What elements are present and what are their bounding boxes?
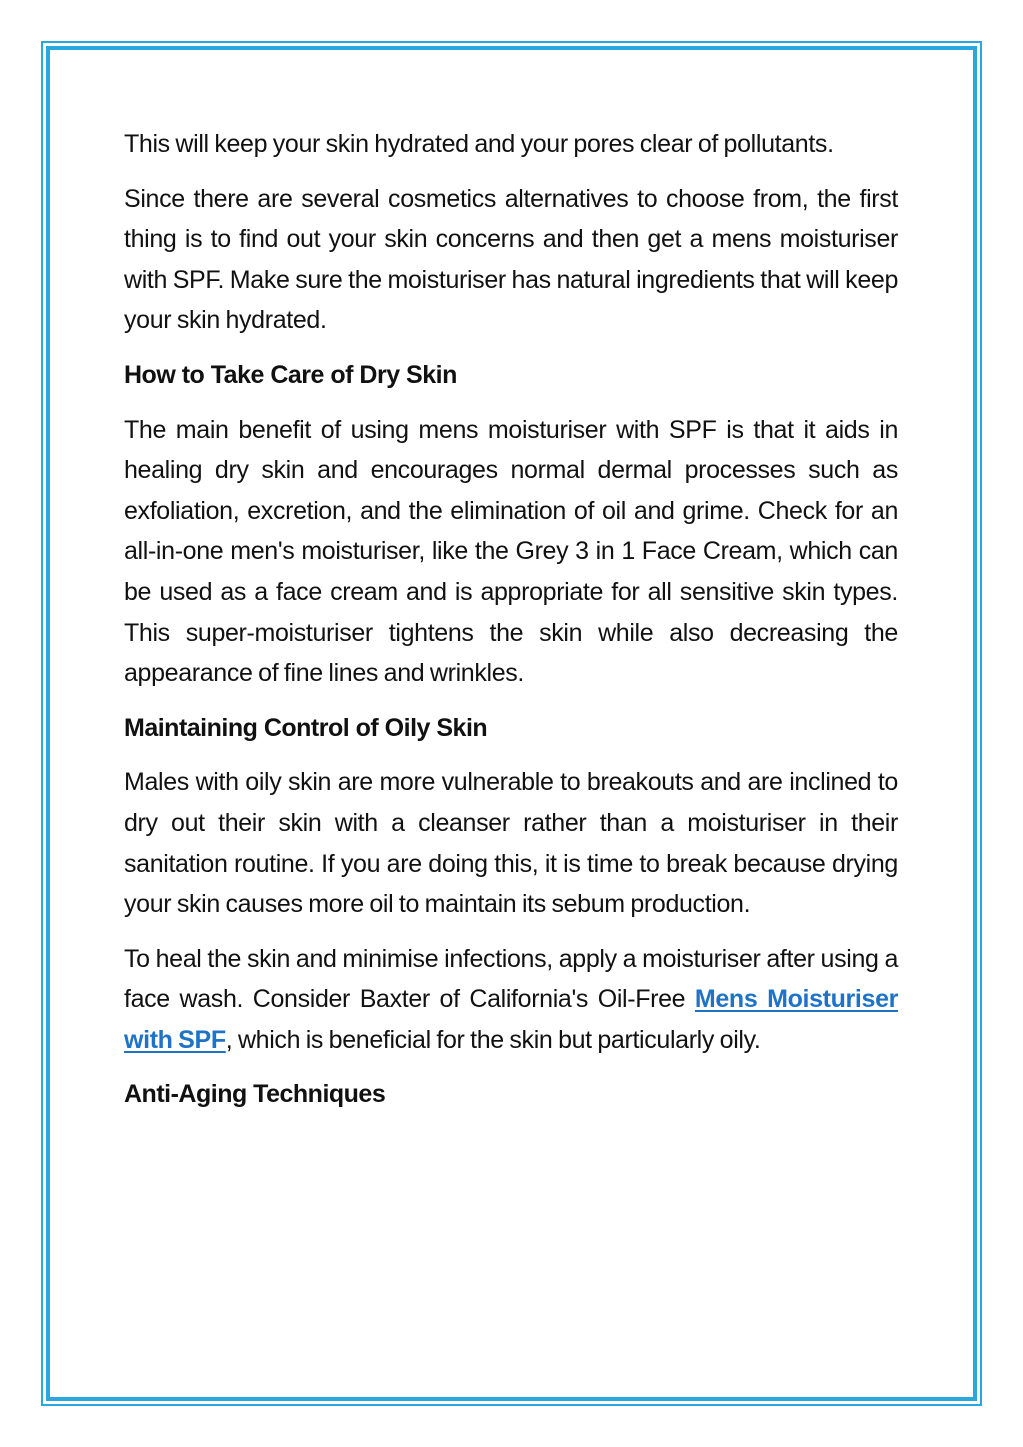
paragraph-oily-skin: Males with oily skin are more vulnerable to breakouts and are inclined to dry out their skin with a cleanser rather than a moisturiser in their sanitation routine. If you are doing this, it is time to break because drying your skin causes more oil to maintain its sebum production.	[124, 768, 898, 919]
mens-moisturiser-spf-link[interactable]: Mens Moisturiser with SPF	[124, 985, 898, 1054]
paragraph-face-wash-text-after: , which is beneficial for the skin but particularly oily.	[225, 1025, 761, 1054]
paragraph-face-wash-text-before: To heal the skin and minimise infections, apply a moisturiser after using a face wash. Consider Baxter of California's Oil-Free	[124, 944, 898, 1014]
paragraph-hydration: This will keep your skin hydrated and your pores clear of pollutants.	[124, 130, 834, 158]
document-body	[124, 124, 898, 1129]
heading-oily-skin: Maintaining Control of Oily Skin	[124, 713, 488, 742]
heading-anti-aging: Anti-Aging Techniques	[124, 1080, 386, 1109]
paragraph-dry-skin: The main benefit of using mens moisturiser with SPF is that it aids in healing dry skin and encourages normal dermal processes such as exfoliation, excretion, and the elimination of oil and grime. Check for an all-in-one men's moisturiser, like the Grey 3 in 1 Face Cream, which can be used as a face cream and is appropriate for all sensitive skin types. This super-moisturiser tightens the skin while also decreasing the appearance of fine lines and wrinkles.	[124, 415, 898, 688]
paragraph-face-wash	[124, 939, 898, 1061]
paragraph-choosing-moisturiser: Since there are several cosmetics alternatives to choose from, the first thing is to find out your skin concerns and then get a mens moisturiser with SPF. Make sure the moisturiser has natural ingredients that will keep your skin hydrated.	[124, 184, 898, 335]
heading-dry-skin: How to Take Care of Dry Skin	[124, 360, 457, 389]
